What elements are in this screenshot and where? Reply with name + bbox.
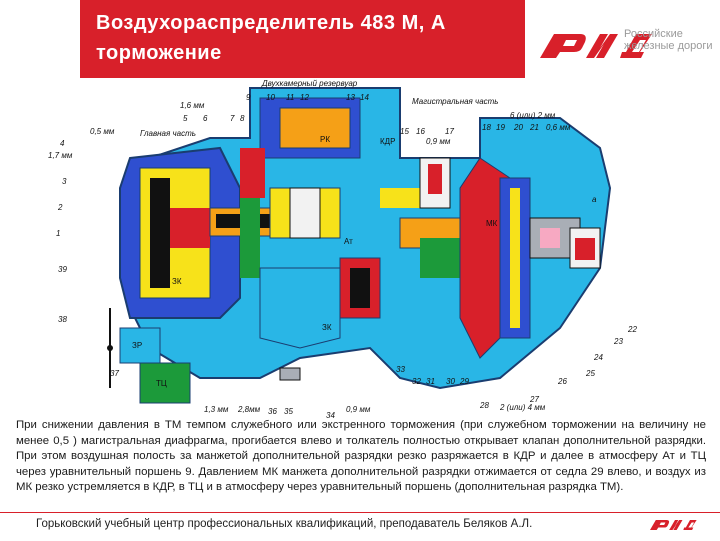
label-37: 37 [110, 369, 119, 378]
title-line-2: торможение [96, 42, 222, 64]
label-32: 32 [412, 377, 421, 386]
label-0-9mm: 0,9 мм [426, 137, 451, 146]
label-25: 25 [586, 369, 595, 378]
footer-text: Горьковский учебный центр профессиональных квалификаций, преподаватель Беляков А.Л. [36, 518, 533, 530]
title-line-1: Воздухораспределитель 483 М, А [96, 12, 446, 34]
label-5: 5 [183, 114, 188, 123]
label-1: 1 [56, 229, 61, 238]
logo-line-1: Российские [624, 28, 683, 40]
label-0-9mm-bottom: 0,9 мм [346, 405, 371, 414]
label-zr: ЗР [132, 341, 143, 350]
label-11: 11 [286, 93, 295, 102]
label-at: Ат [344, 237, 353, 246]
label-0-5mm: 0,5 мм [90, 127, 115, 136]
label-kdr: КДР [380, 137, 396, 146]
page-title [96, 8, 516, 68]
label-mk: МК [486, 219, 498, 228]
label-main-part: Магистральная часть [412, 97, 499, 106]
label-23: 23 [614, 337, 623, 346]
air-distributor-diagram [40, 78, 680, 418]
label-6: 6 [203, 114, 208, 123]
description-text: При снижении давления в ТМ темпом служебного или экстренного торможения (при служебном торможении на величину не менее 0,5 ) магистральная диафрагма, прогибается влево и толкатель полностью открывает клапан дополнительной разрядки. При этом воздушная полость за манжетой дополнительной разрядки резко разряжается в КДР и далее в атмосферу Ат и ТЦ через уравнительный поршень 9. Давлением МК манжета дополнительной разрядки отжимается от седла 29 влево, и воздух из МК резко устремляется в КДР, в ТЦ и в атмосферу через уравнительный поршень (дополнительная разрядка ТМ). [16, 419, 706, 494]
label-zk-left: ЗК [172, 277, 182, 286]
label-12: 12 [300, 93, 309, 102]
label-7: 7 [230, 114, 235, 123]
label-1-7mm: 1,7 мм [48, 151, 73, 160]
label-15: 15 [400, 127, 409, 136]
label-33: 33 [396, 365, 405, 374]
label-35: 35 [284, 407, 293, 416]
label-38: 38 [58, 315, 67, 324]
rzd-footer-logo [650, 514, 700, 536]
label-39: 39 [58, 265, 67, 274]
label-8: 8 [240, 114, 245, 123]
label-2: 2 [58, 203, 63, 212]
label-22: 22 [628, 325, 637, 334]
label-main-part-left: Главная часть [140, 129, 196, 138]
label-2-or-4mm: 2 (или) 4 мм [500, 403, 546, 412]
label-4: 4 [60, 139, 65, 148]
label-36: 36 [268, 407, 277, 416]
logo-text [624, 28, 713, 52]
label-14: 14 [360, 93, 369, 102]
label-16: 16 [416, 127, 425, 136]
label-a: а [592, 195, 597, 204]
label-rk: РК [320, 135, 330, 144]
label-30: 30 [446, 377, 455, 386]
label-9: 9 [246, 93, 251, 102]
label-1-6mm: 1,6 мм [180, 101, 205, 110]
label-34: 34 [326, 411, 335, 418]
label-27: 27 [530, 395, 539, 404]
label-0-6mm: 0,6 мм [546, 123, 571, 132]
label-21: 21 [530, 123, 539, 132]
label-6-or-2mm: 6 (или) 2 мм [510, 111, 556, 120]
label-17: 17 [445, 127, 454, 136]
label-18: 18 [482, 123, 491, 132]
label-31: 31 [426, 377, 435, 386]
label-26: 26 [558, 377, 567, 386]
logo-line-2: железные дороги [624, 40, 713, 52]
label-29: 29 [460, 377, 469, 386]
label-zk-centre: ЗК [322, 323, 332, 332]
label-3: 3 [62, 177, 67, 186]
label-28: 28 [480, 401, 489, 410]
label-20: 20 [514, 123, 523, 132]
label-tc: ТЦ [156, 379, 167, 388]
label-24: 24 [594, 353, 603, 362]
label-1-3mm: 1,3 мм [204, 405, 229, 414]
label-13: 13 [346, 93, 355, 102]
label-dual-reservoir: Двухкамерный резервуар [262, 79, 358, 88]
label-10: 10 [266, 93, 275, 102]
label-19: 19 [496, 123, 505, 132]
label-2-8mm: 2,8мм [238, 405, 261, 414]
